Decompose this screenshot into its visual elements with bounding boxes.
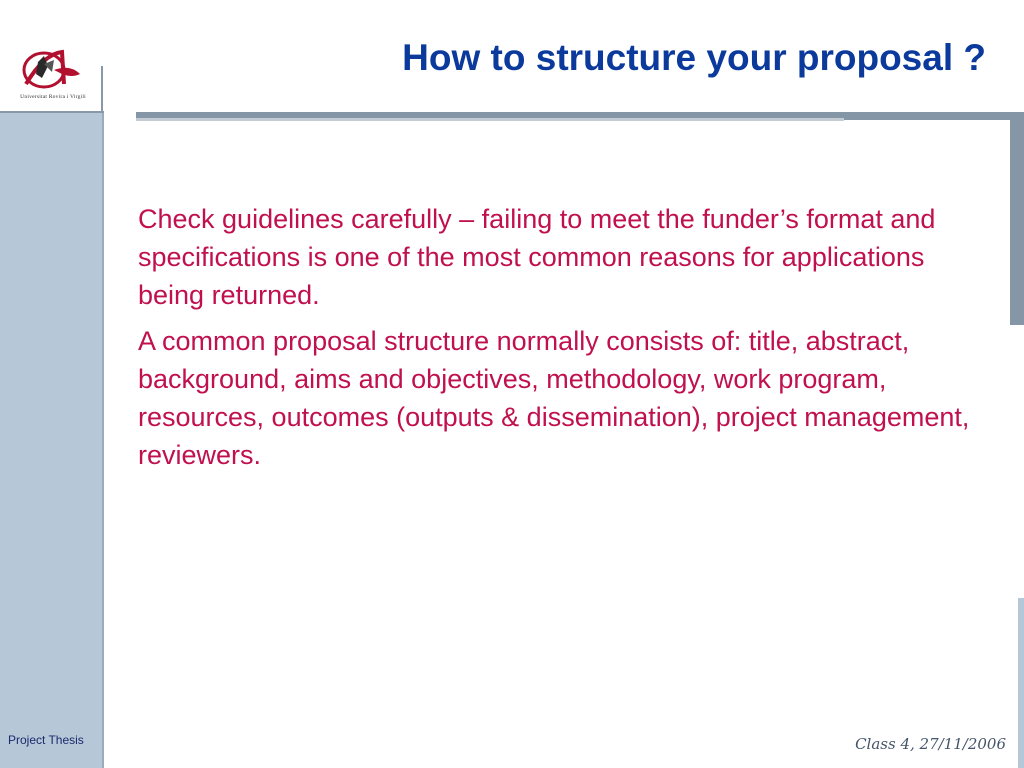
right-edge-bar-bottom [1018,598,1024,768]
title-divider-highlight [136,118,844,121]
logo-text: Universitat Rovira i Virgili [20,94,86,100]
logo-area [0,0,104,113]
slide-title: How to structure your proposal ? [402,37,986,78]
slide-body [138,200,988,482]
footer-course-name: Project Thesis [8,733,84,747]
logo-divider-vertical [101,66,103,116]
university-logo-icon [14,44,86,92]
footer-class-date: Class 4, 27/11/2006 [855,735,1006,753]
left-sidebar [0,113,104,768]
body-paragraph-2: A common proposal structure normally consists of: title, abstract, background, aims and objectives, methodology, work program, resources, outcomes (outputs & dissemination), project management, reviewers. [138,326,970,470]
right-edge-bar-top [1010,112,1024,325]
body-paragraph-1: Check guidelines carefully – failing to meet the funder’s format and specifications is one of the most common reasons for applications being returned. [138,204,936,310]
